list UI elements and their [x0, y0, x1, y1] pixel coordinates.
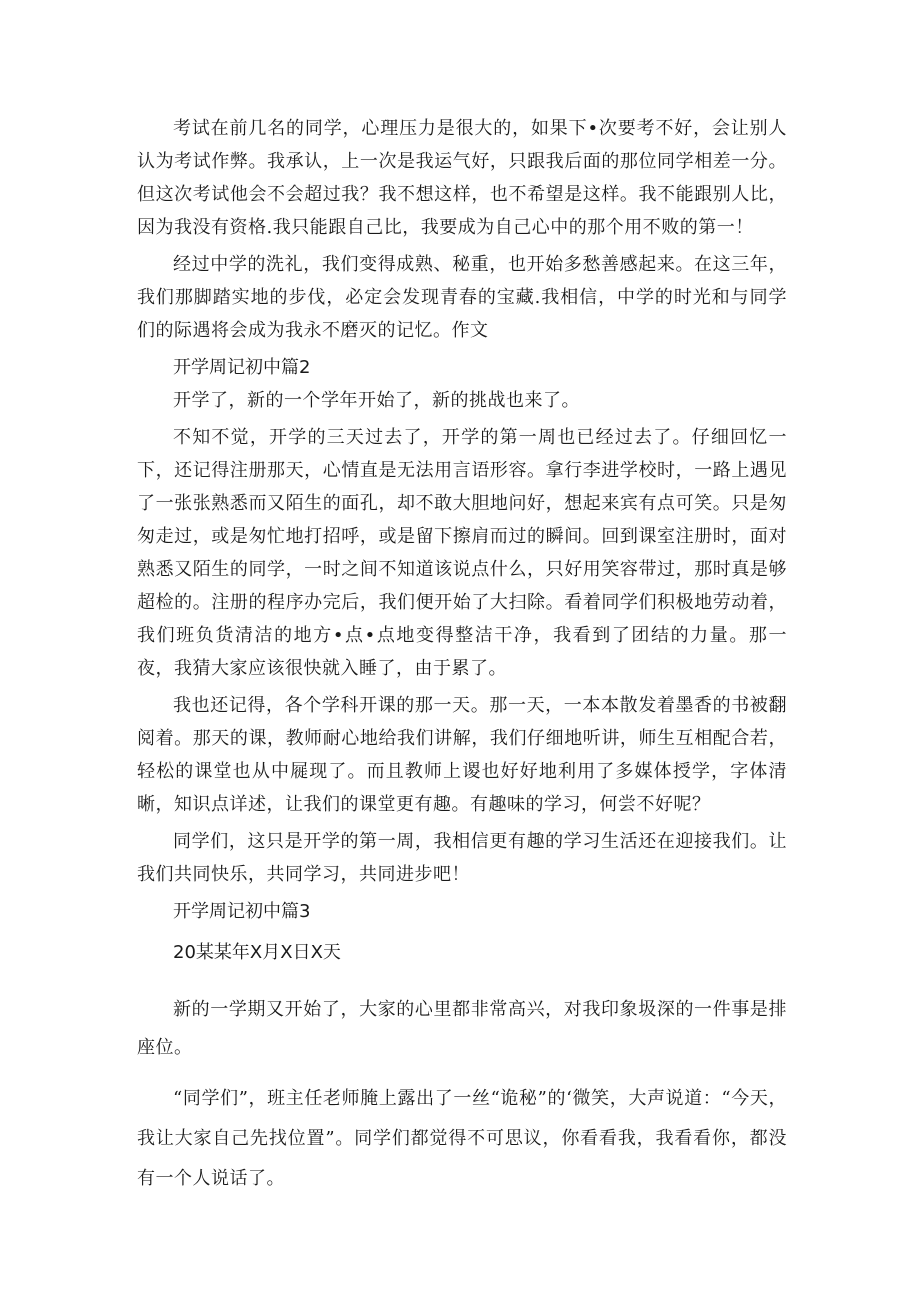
document-body [137, 112, 787, 1199]
paragraph-teacher-quote: “同学们”，班主任老师腌上露出了一丝“诡秘”的‘微笑，大声说道：“今天，我让大家自己先找位置”。同学们都觉得不可思议，你看看我，我看看你，都没有一个人说话了。 [137, 1088, 787, 1189]
paragraph-middle-school: 经过中学的洗礼，我们变得成熟、秘重，也开始多愁善感起来。在这三年，我们那脚踏实地的步伐，必定会发现青春的宝藏.我相信，中学的时光和与同学们的际遇将会成为我永不磨灭的记忆。作文 [137, 254, 787, 341]
paragraph-exam-pressure: 考试在前几名的同学，心理压力是很大的，如果下•次要考不好，会让别人认为考试作弊。我承认，上一次是我运气好，只跟我后面的那位同学相差一分。但这次考试他会不会超过我？我不想这样，也不希望是这样。我不能跟别人比，因为我没有资格.我只能跟自己比，我要成为自己心中的那个用不败的第一！ [137, 118, 787, 238]
paragraph-first-class: 我也还记得，各个学科开课的那一天。那一天，一本本散发着墨香的书被翻阅着。那天的课，教师耐心地给我们讲解，我们仔细地听讲，师生互相配合若，轻松的课堂也从中屣现了。而且教师上谡也好好地利用了多媒体授学，字体清晰，知识点详述，让我们的课堂更有趣。有趣味的学习，何尝不好呢？ [137, 695, 787, 815]
paragraph-registration: 不知不觉，开学的三天过去了，开学的第一周也已经过去了。仔细回忆一下，还记得注册那天，心情直是无法用言语形容。拿行李进学校时，一路上遇见了一张张熟悉而又陌生的面孔，却不敢大胆地问好，想起来宾有点可笑。只是匆匆走过，或是匆忙地打招呼，或是留下擦肩而过的瞬间。回到课室注册时，面对熟悉又陌生的同学，一时之间不知道该说点什么，只好用笑容带过，那时真是够超检的。注册的程序办完后，我们便开始了大扫除。看着同学们积极地劳动着，我们班负货清洁的地方•点•点地变得整洁干净，我看到了团结的力量。那一夜，我猜大家应该很快就入睡了，由于累了。 [137, 427, 787, 679]
paragraph-first-week: 同学们，这只是开学的第一周，我相信更有趣的学习生活还在迎接我们。让我们共同快乐，共同学习，共同进步吧！ [137, 831, 787, 885]
section-heading-3: 开学周记初中篇3 [173, 901, 311, 922]
paragraph-seating: 新的一学期又开始了，大家的心里都非常高兴，对我印象圾深的一件事是排座位。 [137, 999, 787, 1058]
paragraph-new-year: 开学了，新的一个学年开始了，新的挑战也来了。 [173, 390, 580, 411]
section-heading-2: 开学周记初中篇2 [173, 357, 311, 378]
date-line: 20某某年X月X日X天 [173, 942, 341, 963]
